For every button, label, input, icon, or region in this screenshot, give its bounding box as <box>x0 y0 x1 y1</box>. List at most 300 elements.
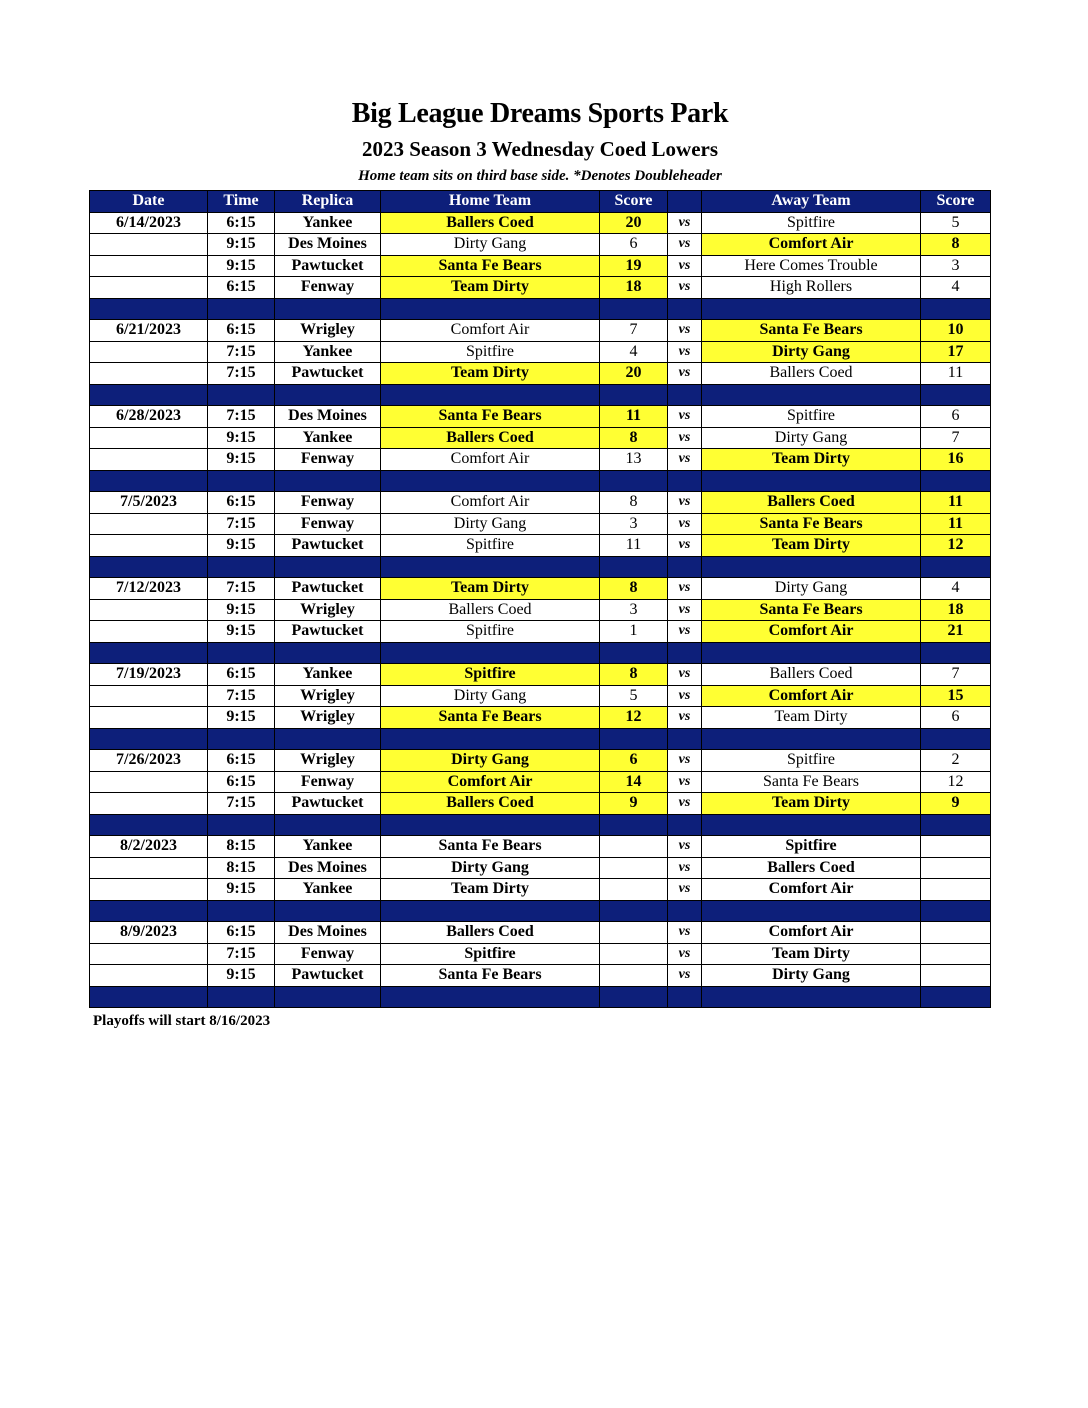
time-cell: 9:15 <box>208 449 275 471</box>
time-cell: 9:15 <box>208 599 275 621</box>
date-cell <box>90 707 208 729</box>
home-score-cell: 3 <box>600 599 668 621</box>
week-separator-row <box>90 728 991 750</box>
separator-cell <box>668 986 702 1008</box>
separator-cell <box>381 986 600 1008</box>
separator-cell <box>90 814 208 836</box>
separator-cell <box>208 900 275 922</box>
time-cell: 7:15 <box>208 685 275 707</box>
col-header-away-score: Score <box>921 191 991 213</box>
away-team-cell: Here Comes Trouble <box>702 255 921 277</box>
vs-cell: vs <box>668 449 702 471</box>
schedule-table <box>89 190 991 1008</box>
home-team-cell: Santa Fe Bears <box>381 255 600 277</box>
game-row <box>90 513 991 535</box>
away-score-cell: 15 <box>921 685 991 707</box>
game-row <box>90 277 991 299</box>
home-score-cell: 8 <box>600 578 668 600</box>
away-team-cell: Comfort Air <box>702 879 921 901</box>
vs-cell: vs <box>668 836 702 858</box>
date-cell <box>90 879 208 901</box>
away-team-cell: Spitfire <box>702 750 921 772</box>
away-team-cell: Team Dirty <box>702 793 921 815</box>
game-row <box>90 621 991 643</box>
home-score-cell: 7 <box>600 320 668 342</box>
date-cell <box>90 535 208 557</box>
separator-cell <box>381 642 600 664</box>
separator-cell <box>600 814 668 836</box>
time-cell: 7:15 <box>208 363 275 385</box>
away-score-cell: 5 <box>921 212 991 234</box>
home-team-cell: Spitfire <box>381 535 600 557</box>
vs-cell: vs <box>668 320 702 342</box>
separator-cell <box>600 728 668 750</box>
home-score-cell <box>600 922 668 944</box>
separator-cell <box>275 384 381 406</box>
home-team-cell: Dirty Gang <box>381 685 600 707</box>
away-score-cell <box>921 879 991 901</box>
time-cell: 8:15 <box>208 857 275 879</box>
separator-cell <box>381 556 600 578</box>
separator-cell <box>702 470 921 492</box>
replica-cell: Yankee <box>275 664 381 686</box>
separator-cell <box>208 298 275 320</box>
separator-cell <box>600 298 668 320</box>
time-cell: 9:15 <box>208 965 275 987</box>
away-team-cell: Santa Fe Bears <box>702 320 921 342</box>
home-team-cell: Ballers Coed <box>381 212 600 234</box>
game-row <box>90 492 991 514</box>
separator-cell <box>921 986 991 1008</box>
time-cell: 9:15 <box>208 535 275 557</box>
home-score-cell: 6 <box>600 750 668 772</box>
separator-cell <box>208 728 275 750</box>
date-cell <box>90 513 208 535</box>
home-team-cell: Dirty Gang <box>381 234 600 256</box>
vs-cell: vs <box>668 664 702 686</box>
date-cell <box>90 277 208 299</box>
vs-cell: vs <box>668 255 702 277</box>
away-team-cell: Team Dirty <box>702 943 921 965</box>
vs-cell: vs <box>668 857 702 879</box>
replica-cell: Wrigley <box>275 707 381 729</box>
game-row <box>90 599 991 621</box>
separator-cell <box>275 470 381 492</box>
separator-cell <box>921 642 991 664</box>
replica-cell: Yankee <box>275 212 381 234</box>
time-cell: 6:15 <box>208 922 275 944</box>
home-team-cell: Ballers Coed <box>381 427 600 449</box>
separator-cell <box>668 384 702 406</box>
replica-cell: Pawtucket <box>275 621 381 643</box>
time-cell: 9:15 <box>208 234 275 256</box>
away-score-cell: 21 <box>921 621 991 643</box>
separator-cell <box>90 728 208 750</box>
time-cell: 9:15 <box>208 621 275 643</box>
away-team-cell: Ballers Coed <box>702 363 921 385</box>
away-team-cell: Santa Fe Bears <box>702 513 921 535</box>
separator-cell <box>600 986 668 1008</box>
replica-cell: Wrigley <box>275 750 381 772</box>
game-row <box>90 836 991 858</box>
separator-cell <box>381 384 600 406</box>
week-separator-row <box>90 384 991 406</box>
away-score-cell <box>921 836 991 858</box>
week-separator-row <box>90 556 991 578</box>
date-cell: 7/5/2023 <box>90 492 208 514</box>
time-cell: 7:15 <box>208 578 275 600</box>
home-score-cell: 5 <box>600 685 668 707</box>
vs-cell: vs <box>668 879 702 901</box>
date-cell <box>90 771 208 793</box>
separator-cell <box>702 900 921 922</box>
separator-cell <box>381 900 600 922</box>
week-separator-row <box>90 986 991 1008</box>
separator-cell <box>668 814 702 836</box>
away-score-cell: 16 <box>921 449 991 471</box>
replica-cell: Pawtucket <box>275 793 381 815</box>
vs-cell: vs <box>668 922 702 944</box>
vs-cell: vs <box>668 341 702 363</box>
separator-cell <box>702 986 921 1008</box>
game-row <box>90 965 991 987</box>
vs-cell: vs <box>668 363 702 385</box>
game-row <box>90 793 991 815</box>
replica-cell: Wrigley <box>275 599 381 621</box>
playoffs-note: Playoffs will start 8/16/2023 <box>93 1013 271 1029</box>
vs-cell: vs <box>668 771 702 793</box>
date-cell <box>90 449 208 471</box>
vs-cell: vs <box>668 513 702 535</box>
replica-cell: Des Moines <box>275 857 381 879</box>
vs-cell: vs <box>668 793 702 815</box>
away-score-cell: 18 <box>921 599 991 621</box>
away-score-cell: 6 <box>921 406 991 428</box>
away-score-cell: 8 <box>921 234 991 256</box>
away-team-cell: Comfort Air <box>702 621 921 643</box>
date-cell: 7/26/2023 <box>90 750 208 772</box>
time-cell: 8:15 <box>208 836 275 858</box>
replica-cell: Fenway <box>275 943 381 965</box>
home-team-cell: Santa Fe Bears <box>381 965 600 987</box>
home-score-cell: 14 <box>600 771 668 793</box>
col-header-home-team: Home Team <box>381 191 600 213</box>
separator-cell <box>90 900 208 922</box>
home-score-cell: 4 <box>600 341 668 363</box>
replica-cell: Wrigley <box>275 685 381 707</box>
home-team-cell: Comfort Air <box>381 320 600 342</box>
vs-cell: vs <box>668 427 702 449</box>
separator-cell <box>921 814 991 836</box>
time-cell: 7:15 <box>208 793 275 815</box>
replica-cell: Des Moines <box>275 234 381 256</box>
away-score-cell <box>921 857 991 879</box>
home-score-cell: 20 <box>600 363 668 385</box>
separator-cell <box>381 728 600 750</box>
separator-cell <box>275 728 381 750</box>
vs-cell: vs <box>668 492 702 514</box>
game-row <box>90 707 991 729</box>
date-cell <box>90 685 208 707</box>
time-cell: 6:15 <box>208 771 275 793</box>
away-team-cell: Team Dirty <box>702 707 921 729</box>
separator-cell <box>90 556 208 578</box>
replica-cell: Yankee <box>275 341 381 363</box>
game-row <box>90 449 991 471</box>
date-cell: 6/14/2023 <box>90 212 208 234</box>
away-score-cell: 7 <box>921 427 991 449</box>
away-team-cell: Spitfire <box>702 836 921 858</box>
date-cell: 8/2/2023 <box>90 836 208 858</box>
home-score-cell <box>600 857 668 879</box>
replica-cell: Yankee <box>275 879 381 901</box>
separator-cell <box>921 298 991 320</box>
date-cell: 8/9/2023 <box>90 922 208 944</box>
home-team-cell: Santa Fe Bears <box>381 836 600 858</box>
date-cell: 7/19/2023 <box>90 664 208 686</box>
date-cell <box>90 363 208 385</box>
home-score-cell <box>600 879 668 901</box>
away-score-cell: 7 <box>921 664 991 686</box>
vs-cell: vs <box>668 965 702 987</box>
home-team-cell: Dirty Gang <box>381 750 600 772</box>
game-row <box>90 685 991 707</box>
separator-cell <box>90 470 208 492</box>
time-cell: 6:15 <box>208 212 275 234</box>
col-header-time: Time <box>208 191 275 213</box>
game-row <box>90 234 991 256</box>
away-score-cell: 11 <box>921 513 991 535</box>
time-cell: 9:15 <box>208 707 275 729</box>
week-separator-row <box>90 814 991 836</box>
separator-cell <box>921 556 991 578</box>
separator-cell <box>275 814 381 836</box>
game-row <box>90 664 991 686</box>
replica-cell: Des Moines <box>275 406 381 428</box>
away-score-cell: 6 <box>921 707 991 729</box>
time-cell: 9:15 <box>208 879 275 901</box>
game-row <box>90 857 991 879</box>
game-row <box>90 750 991 772</box>
separator-cell <box>921 900 991 922</box>
time-cell: 9:15 <box>208 427 275 449</box>
replica-cell: Pawtucket <box>275 535 381 557</box>
separator-cell <box>275 642 381 664</box>
home-team-cell: Ballers Coed <box>381 599 600 621</box>
separator-cell <box>208 642 275 664</box>
date-cell: 7/12/2023 <box>90 578 208 600</box>
away-team-cell: Comfort Air <box>702 685 921 707</box>
separator-cell <box>381 470 600 492</box>
separator-cell <box>90 384 208 406</box>
game-row <box>90 771 991 793</box>
header-row <box>90 191 991 213</box>
separator-cell <box>275 900 381 922</box>
separator-cell <box>600 642 668 664</box>
col-header-vs <box>668 191 702 213</box>
separator-cell <box>702 728 921 750</box>
home-team-cell: Santa Fe Bears <box>381 707 600 729</box>
away-team-cell: Ballers Coed <box>702 857 921 879</box>
separator-cell <box>702 814 921 836</box>
home-team-cell: Ballers Coed <box>381 793 600 815</box>
col-header-away-team: Away Team <box>702 191 921 213</box>
week-separator-row <box>90 900 991 922</box>
date-cell: 6/21/2023 <box>90 320 208 342</box>
replica-cell: Wrigley <box>275 320 381 342</box>
game-row <box>90 879 991 901</box>
vs-cell: vs <box>668 621 702 643</box>
week-separator-row <box>90 298 991 320</box>
home-score-cell: 13 <box>600 449 668 471</box>
game-row <box>90 212 991 234</box>
home-team-cell: Team Dirty <box>381 879 600 901</box>
away-score-cell: 3 <box>921 255 991 277</box>
away-score-cell: 12 <box>921 771 991 793</box>
time-cell: 6:15 <box>208 277 275 299</box>
home-team-cell: Ballers Coed <box>381 922 600 944</box>
away-score-cell: 4 <box>921 578 991 600</box>
col-header-home-score: Score <box>600 191 668 213</box>
away-score-cell: 4 <box>921 277 991 299</box>
replica-cell: Pawtucket <box>275 965 381 987</box>
date-cell <box>90 857 208 879</box>
vs-cell: vs <box>668 750 702 772</box>
time-cell: 7:15 <box>208 341 275 363</box>
separator-cell <box>208 814 275 836</box>
vs-cell: vs <box>668 406 702 428</box>
home-team-cell: Comfort Air <box>381 771 600 793</box>
away-team-cell: Santa Fe Bears <box>702 771 921 793</box>
game-row <box>90 578 991 600</box>
home-score-cell: 19 <box>600 255 668 277</box>
replica-cell: Fenway <box>275 277 381 299</box>
away-score-cell: 12 <box>921 535 991 557</box>
home-team-cell: Team Dirty <box>381 578 600 600</box>
separator-cell <box>702 642 921 664</box>
week-separator-row <box>90 642 991 664</box>
vs-cell: vs <box>668 234 702 256</box>
vs-cell: vs <box>668 277 702 299</box>
away-team-cell: Ballers Coed <box>702 664 921 686</box>
away-score-cell: 2 <box>921 750 991 772</box>
vs-cell: vs <box>668 685 702 707</box>
game-row <box>90 255 991 277</box>
game-row <box>90 427 991 449</box>
away-team-cell: Spitfire <box>702 406 921 428</box>
schedule-note: Home team sits on third base side. *Denotes Doubleheader <box>358 168 722 184</box>
away-team-cell: Spitfire <box>702 212 921 234</box>
separator-cell <box>600 470 668 492</box>
separator-cell <box>600 384 668 406</box>
time-cell: 7:15 <box>208 406 275 428</box>
replica-cell: Fenway <box>275 513 381 535</box>
away-team-cell: Dirty Gang <box>702 341 921 363</box>
separator-cell <box>921 470 991 492</box>
home-team-cell: Comfort Air <box>381 449 600 471</box>
replica-cell: Pawtucket <box>275 363 381 385</box>
vs-cell: vs <box>668 535 702 557</box>
home-score-cell: 8 <box>600 664 668 686</box>
home-score-cell: 3 <box>600 513 668 535</box>
page-title: Big League Dreams Sports Park <box>351 98 729 129</box>
date-cell <box>90 965 208 987</box>
away-score-cell: 11 <box>921 363 991 385</box>
replica-cell: Yankee <box>275 836 381 858</box>
away-score-cell: 10 <box>921 320 991 342</box>
separator-cell <box>208 470 275 492</box>
replica-cell: Fenway <box>275 449 381 471</box>
separator-cell <box>381 814 600 836</box>
separator-cell <box>702 298 921 320</box>
date-cell: 6/28/2023 <box>90 406 208 428</box>
separator-cell <box>275 556 381 578</box>
separator-cell <box>600 900 668 922</box>
time-cell: 9:15 <box>208 255 275 277</box>
separator-cell <box>275 986 381 1008</box>
home-score-cell: 18 <box>600 277 668 299</box>
home-score-cell: 9 <box>600 793 668 815</box>
home-score-cell: 6 <box>600 234 668 256</box>
time-cell: 6:15 <box>208 492 275 514</box>
separator-cell <box>702 556 921 578</box>
separator-cell <box>668 556 702 578</box>
separator-cell <box>668 470 702 492</box>
date-cell <box>90 427 208 449</box>
away-score-cell: 11 <box>921 492 991 514</box>
replica-cell: Des Moines <box>275 922 381 944</box>
home-score-cell: 8 <box>600 427 668 449</box>
game-row <box>90 922 991 944</box>
home-score-cell: 8 <box>600 492 668 514</box>
time-cell: 6:15 <box>208 750 275 772</box>
separator-cell <box>208 384 275 406</box>
home-team-cell: Spitfire <box>381 943 600 965</box>
date-cell <box>90 793 208 815</box>
game-row <box>90 363 991 385</box>
separator-cell <box>921 728 991 750</box>
away-team-cell: Team Dirty <box>702 449 921 471</box>
page-subtitle: 2023 Season 3 Wednesday Coed Lowers <box>361 137 719 161</box>
separator-cell <box>668 298 702 320</box>
separator-cell <box>208 986 275 1008</box>
away-team-cell: Team Dirty <box>702 535 921 557</box>
away-team-cell: Dirty Gang <box>702 427 921 449</box>
game-row <box>90 943 991 965</box>
home-score-cell: 11 <box>600 406 668 428</box>
home-team-cell: Spitfire <box>381 341 600 363</box>
replica-cell: Fenway <box>275 771 381 793</box>
separator-cell <box>90 298 208 320</box>
time-cell: 6:15 <box>208 664 275 686</box>
away-team-cell: Dirty Gang <box>702 965 921 987</box>
home-team-cell: Team Dirty <box>381 277 600 299</box>
home-team-cell: Comfort Air <box>381 492 600 514</box>
date-cell <box>90 599 208 621</box>
replica-cell: Yankee <box>275 427 381 449</box>
schedule-body <box>90 212 991 1008</box>
separator-cell <box>702 384 921 406</box>
away-score-cell <box>921 943 991 965</box>
vs-cell: vs <box>668 943 702 965</box>
home-team-cell: Dirty Gang <box>381 857 600 879</box>
away-team-cell: Comfort Air <box>702 234 921 256</box>
game-row <box>90 320 991 342</box>
home-team-cell: Spitfire <box>381 664 600 686</box>
date-cell <box>90 234 208 256</box>
date-cell <box>90 943 208 965</box>
col-header-date: Date <box>90 191 208 213</box>
